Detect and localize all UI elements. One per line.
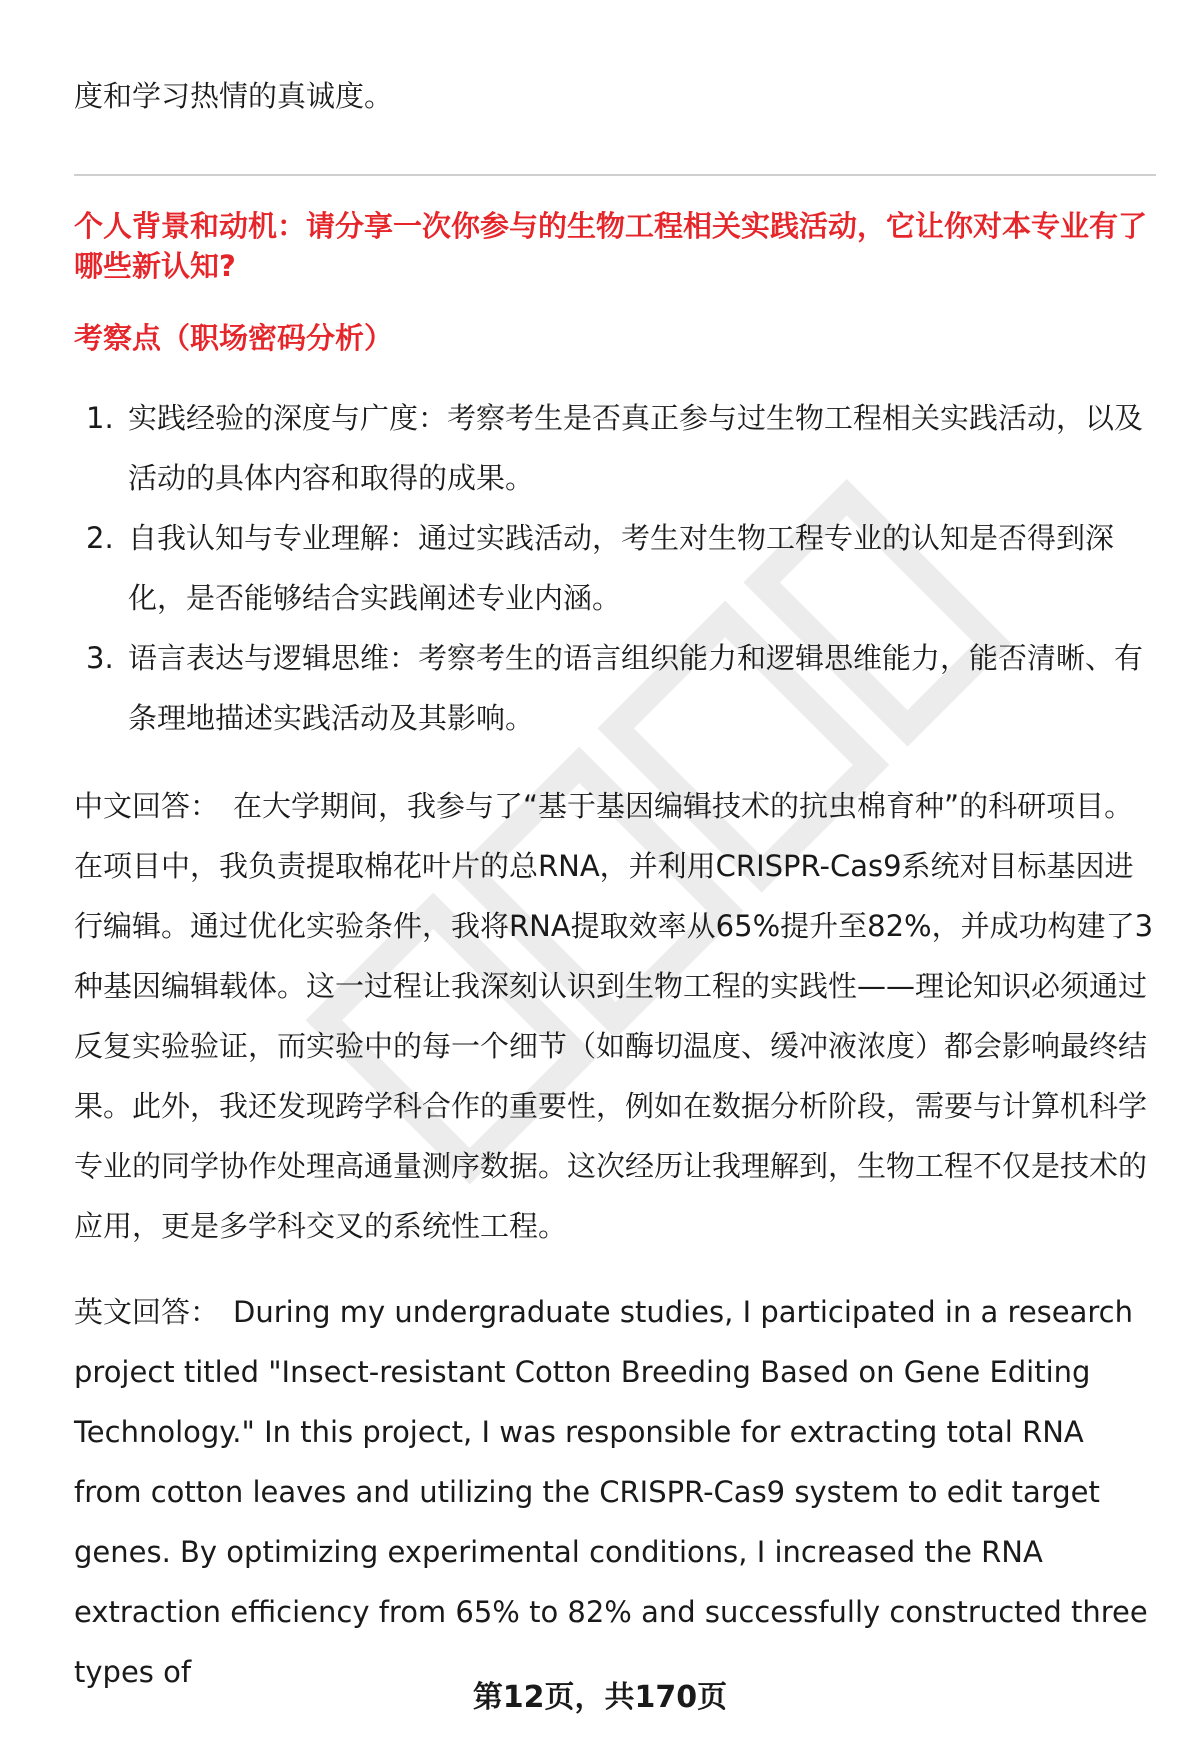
section-divider: [74, 174, 1156, 176]
assessment-points-heading: 考察点（职场密码分析）: [74, 321, 394, 355]
continued-paragraph: 度和学习热情的真诚度。: [74, 79, 394, 113]
english-answer-text: During my undergraduate studies, I participated in a research project titled "Insect-resistant Cotton Breeding Based on Gene Editing Technology." In this project, I was responsible for extracting total RNA from cotton leaves and utilizing the CRISPR-Cas9 system to edit target genes. By optimizing experimental conditions, I increased the RNA extraction efficiency from 65% to 82% and successfully constructed three types of: [74, 1295, 1148, 1689]
question-heading: 个人背景和动机：请分享一次你参与的生物工程相关实践活动，它让你对本专业有了哪些新认知?: [74, 209, 1148, 283]
list-item: [74, 388, 1156, 508]
chinese-answer: [74, 776, 1156, 1256]
list-item-text: 语言表达与逻辑思维：考察考生的语言组织能力和逻辑思维能力，能否清晰、有条理地描述实践活动及其影响。: [128, 641, 1144, 735]
english-answer-label: 英文回答：: [74, 1295, 220, 1329]
list-item-text: 自我认知与专业理解：通过实践活动，考生对生物工程专业的认知是否得到深化，是否能够结合实践阐述专业内涵。: [128, 521, 1115, 615]
list-item-number: 3.: [86, 641, 114, 675]
list-item-number: 1.: [86, 401, 114, 435]
list-item: [74, 628, 1156, 748]
page-number-footer: 第12页，共170页: [472, 1680, 728, 1715]
list-item-text: 实践经验的深度与广度：考察考生是否真正参与过生物工程相关实践活动，以及活动的具体内容和取得的成果。: [128, 401, 1144, 495]
chinese-answer-text: 在大学期间，我参与了“基于基因编辑技术的抗虫棉育种”的科研项目。在项目中，我负责提取棉花叶片的总RNA，并利用CRISPR-Cas9系统对目标基因进行编辑。通过优化实验条件，我将RNA提取效率从65%提升至82%，并成功构建了3种基因编辑载体。这一过程让我深刻认识到生物工程的实践性——理论知识必须通过反复实验验证，而实验中的每一个细节（如酶切温度、缓冲液浓度）都会影响最终结果。此外，我还发现跨学科合作的重要性，例如在数据分析阶段，需要与计算机科学专业的同学协作处理高通量测序数据。这次经历让我理解到，生物工程不仅是技术的应用，更是多学科交叉的系统性工程。: [74, 789, 1154, 1243]
assessment-points-list: [74, 388, 1156, 748]
list-item: [74, 508, 1156, 628]
english-answer: [74, 1282, 1156, 1702]
chinese-answer-label: 中文回答：: [74, 789, 220, 823]
list-item-number: 2.: [86, 521, 114, 555]
